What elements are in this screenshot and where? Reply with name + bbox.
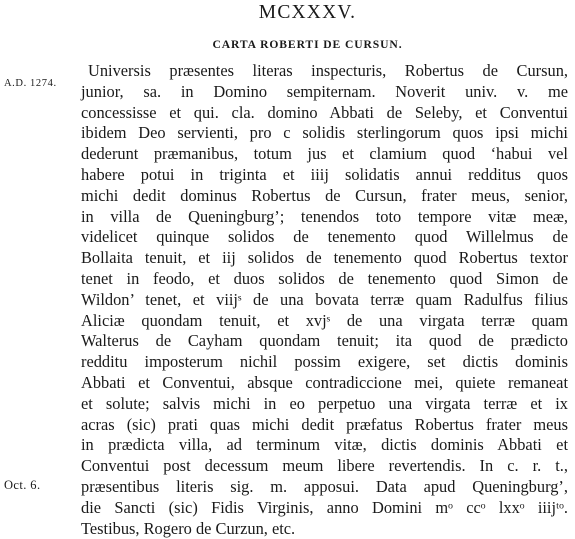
body-line: videlicet quinque solidos de tenemento quod Willelmus de [81,227,568,247]
body-line: habere potui in triginta et iiij solidatis annui redditus quos [81,164,568,184]
body-line: Wildon’ tenet, et viijˢ de una bovata terræ quam Radulfus filius [81,289,568,309]
charter-title: CARTA ROBERTI DE CURSUN. [212,38,403,51]
body-line: Testibus, Rogero de Curzun, etc. [81,518,296,538]
body-line: in villa de Queningburg’; tenendos toto tempore vitæ meæ, [81,206,568,226]
body-line: Aliciæ quondam tenuit, et xvjˢ de una virgata terræ quam [81,310,568,330]
margin-note-day-text: Oct. 6. [4,478,41,492]
body-line: præsentibus literis sig. m. apposui. Data apud Queningburg’, [81,476,568,496]
margin-note-day [4,478,40,493]
body-line: michi dedit dominus Robertus de Cursun, frater meus, senior, [81,185,568,205]
charter-body [81,61,568,539]
margin-note-date [4,75,57,90]
body-line: acras (sic) prati quas michi dedit præfatus Robertus frater meus [81,414,568,434]
body-line: Walterus de Cayham quondam tenuit; ita quod de prædicto [81,331,568,351]
body-line: Bollaita tenuit, et iij solidos de tenemento quod Robertus textor [81,248,568,268]
body-line: Universis præsentes literas inspecturis, Robertus de Cursun, [88,61,568,80]
margin-note-date-text: A.D. 1274. [4,78,57,89]
body-line: Conventui post decessum meum libere revertendis. In c. r. t., [81,456,568,476]
body-line: dederunt præmanibus, totum jus et clamium quod ‘habui vel [81,144,568,164]
body-line: die Sancti (sic) Fidis Virginis, anno Domini mᵒ ccᵒ lxxᵒ iiijᵗᵒ. [81,497,568,517]
body-line: concessisse et qui. cla. domino Abbati de Seleby, et Conventui [81,102,568,122]
body-line: in prædicta villa, ad terminum vitæ, dictis dominis Abbati et [81,435,568,455]
charter-number: MCXXXV. [258,2,357,23]
body-line: junior, sa. in Domino sempiternam. Noverit univ. v. me [81,81,568,101]
body-line: redditu imposterum nichil possim exigere, set dictis dominis [81,352,568,372]
body-line: ibidem Deo servienti, pro c solidis sterlingorum quos ipsi michi [81,123,568,143]
body-line: Abbati et Conventui, absque contradiccione mei, quiete remaneat [81,372,568,392]
body-line: et solute; salvis michi in eo perpetuo una virgata terræ et ix [81,393,568,413]
body-line: tenet in feodo, et duos solidos de tenemento quod Simon de [81,268,568,288]
